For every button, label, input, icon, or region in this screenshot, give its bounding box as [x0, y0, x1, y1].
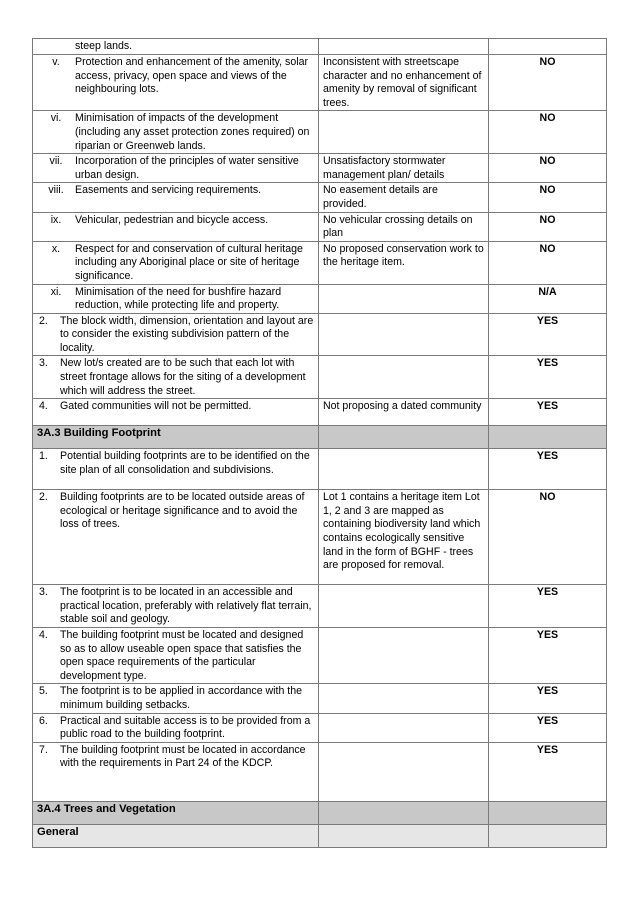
subsection-cell	[319, 824, 489, 847]
comment-cell: Lot 1 contains a heritage item Lot 1, 2 and 3 are mapped as containing biodiversity land which contains ecologically sensitive land in the form of BGHF - trees are proposed for removal.	[319, 490, 489, 585]
table-row	[33, 742, 607, 801]
table-row	[33, 585, 607, 628]
result-cell: NO	[489, 212, 607, 241]
compliance-table	[32, 38, 607, 848]
item-number: 4.	[39, 629, 48, 642]
control-text: Minimisation of impacts of the development (including any asset protection zones required) on riparian or Greenweb lands.	[75, 112, 310, 152]
table-row	[33, 111, 607, 154]
comment-cell	[319, 628, 489, 684]
item-number: 3.	[39, 586, 48, 599]
comment-cell: No easement details are provided.	[319, 183, 489, 212]
control-cell	[33, 284, 319, 313]
item-number: xi.	[50, 285, 62, 298]
result-cell: YES	[489, 399, 607, 426]
control-cell	[33, 356, 319, 399]
item-number: vi.	[50, 112, 62, 125]
comment-cell: Inconsistent with streetscape character and no enhancement of amenity by removal of significant trees.	[319, 55, 489, 111]
table-row	[33, 713, 607, 742]
result-cell: YES	[489, 742, 607, 801]
section-cell	[319, 801, 489, 824]
control-cell	[33, 154, 319, 183]
result-cell: N/A	[489, 284, 607, 313]
control-cell	[33, 742, 319, 801]
table-row	[33, 183, 607, 212]
comment-cell	[319, 449, 489, 490]
table-row	[33, 684, 607, 713]
control-cell	[33, 713, 319, 742]
section-title: 3A.4 Trees and Vegetation	[33, 801, 319, 824]
table-row	[33, 399, 607, 426]
result-cell: YES	[489, 628, 607, 684]
table-row	[33, 490, 607, 585]
control-text: Incorporation of the principles of water sensitive urban design.	[75, 155, 299, 181]
control-text: Gated communities will not be permitted.	[60, 400, 252, 413]
item-number: 2.	[39, 314, 48, 327]
control-cell	[33, 684, 319, 713]
result-cell: NO	[489, 154, 607, 183]
comment-cell	[319, 713, 489, 742]
result-cell: YES	[489, 449, 607, 490]
result-cell	[489, 39, 607, 55]
comment-cell	[319, 39, 489, 55]
control-cell	[33, 39, 319, 55]
control-cell	[33, 490, 319, 585]
control-text: Vehicular, pedestrian and bicycle access.	[75, 213, 269, 226]
table-row	[33, 241, 607, 284]
subsection-title: General	[33, 824, 319, 847]
item-number: 4.	[39, 400, 48, 413]
section-title: 3A.3 Building Footprint	[33, 426, 319, 449]
control-cell	[33, 399, 319, 426]
table-row	[33, 313, 607, 356]
comment-cell: Unsatisfactory stormwater management plan/ details	[319, 154, 489, 183]
result-cell: NO	[489, 183, 607, 212]
item-number: 7.	[39, 743, 48, 756]
subsection-cell	[489, 824, 607, 847]
result-cell: YES	[489, 585, 607, 628]
section-cell	[489, 426, 607, 449]
control-cell	[33, 55, 319, 111]
control-text: Minimisation of the need for bushfire hazard reduction, while protecting life and property.	[75, 285, 282, 312]
control-text: Protection and enhancement of the amenity, solar access, privacy, open space and views of the neighbouring lots.	[75, 56, 309, 96]
item-number: ix.	[50, 213, 62, 226]
control-text: New lot/s created are to be such that each lot with street frontage allows for the siting of a development which will address the street.	[60, 357, 306, 397]
item-number: 3.	[39, 357, 48, 370]
control-text: Easements and servicing requirements.	[75, 184, 262, 197]
control-text: Building footprints are to be located outside areas of ecological or heritage significance and to avoid the loss of trees.	[60, 491, 305, 531]
result-cell: YES	[489, 713, 607, 742]
control-cell	[33, 212, 319, 241]
item-number: 2.	[39, 491, 48, 504]
result-cell: NO	[489, 490, 607, 585]
result-cell: YES	[489, 313, 607, 356]
item-number: 5.	[39, 685, 48, 698]
comment-cell	[319, 356, 489, 399]
comment-cell	[319, 111, 489, 154]
item-number: x.	[51, 242, 61, 255]
item-number: v.	[52, 56, 60, 68]
result-cell: NO	[489, 241, 607, 284]
item-number: 1.	[39, 450, 48, 463]
section-cell	[489, 801, 607, 824]
control-text: Potential building footprints are to be identified on the site plan of all consolidation and subdivisions.	[60, 450, 310, 476]
result-cell: YES	[489, 356, 607, 399]
table-row	[33, 449, 607, 490]
control-text: The building footprint must be located in accordance with the requirements in Part 24 of the KDCP.	[60, 743, 306, 770]
table-row	[33, 628, 607, 684]
section-header-row	[33, 801, 607, 824]
section-header-row	[33, 426, 607, 449]
table-row	[33, 356, 607, 399]
comment-cell: Not proposing a dated community	[319, 399, 489, 426]
item-number: 6.	[39, 714, 48, 727]
item-number: viii.	[48, 184, 64, 197]
control-cell	[33, 111, 319, 154]
control-cell	[33, 585, 319, 628]
control-text: steep lands.	[75, 40, 133, 52]
comment-cell	[319, 585, 489, 628]
comment-cell	[319, 742, 489, 801]
control-text: The footprint is to be applied in accordance with the minimum building setbacks.	[60, 685, 303, 711]
control-text: The building footprint must be located and designed so as to allow useable open space that satisfies the open space requirements of the particular development type.	[60, 629, 304, 682]
control-text: Practical and suitable access is to be provided from a public road to the building footprint.	[60, 714, 311, 741]
control-cell	[33, 449, 319, 490]
control-cell	[33, 183, 319, 212]
comment-cell	[319, 284, 489, 313]
control-cell	[33, 313, 319, 356]
control-text: Respect for and conservation of cultural heritage including any Aboriginal place or site of heritage significance.	[75, 242, 303, 282]
table-row	[33, 55, 607, 111]
table-row	[33, 284, 607, 313]
result-cell: NO	[489, 111, 607, 154]
result-cell: NO	[489, 55, 607, 111]
comment-cell: No proposed conservation work to the heritage item.	[319, 241, 489, 284]
comment-cell: No vehicular crossing details on plan	[319, 212, 489, 241]
table-row	[33, 39, 607, 55]
control-text: The footprint is to be located in an accessible and practical location, preferably with relatively flat terrain, stable soil and geology.	[60, 586, 312, 626]
section-cell	[319, 426, 489, 449]
result-cell: YES	[489, 684, 607, 713]
control-cell	[33, 241, 319, 284]
table-row	[33, 212, 607, 241]
table-row	[33, 154, 607, 183]
item-number: vii.	[49, 155, 63, 168]
comment-cell	[319, 684, 489, 713]
control-text: The block width, dimension, orientation and layout are to consider the existing subdivision pattern of the locality.	[60, 314, 314, 354]
subsection-header-row	[33, 824, 607, 847]
comment-cell	[319, 313, 489, 356]
control-cell	[33, 628, 319, 684]
